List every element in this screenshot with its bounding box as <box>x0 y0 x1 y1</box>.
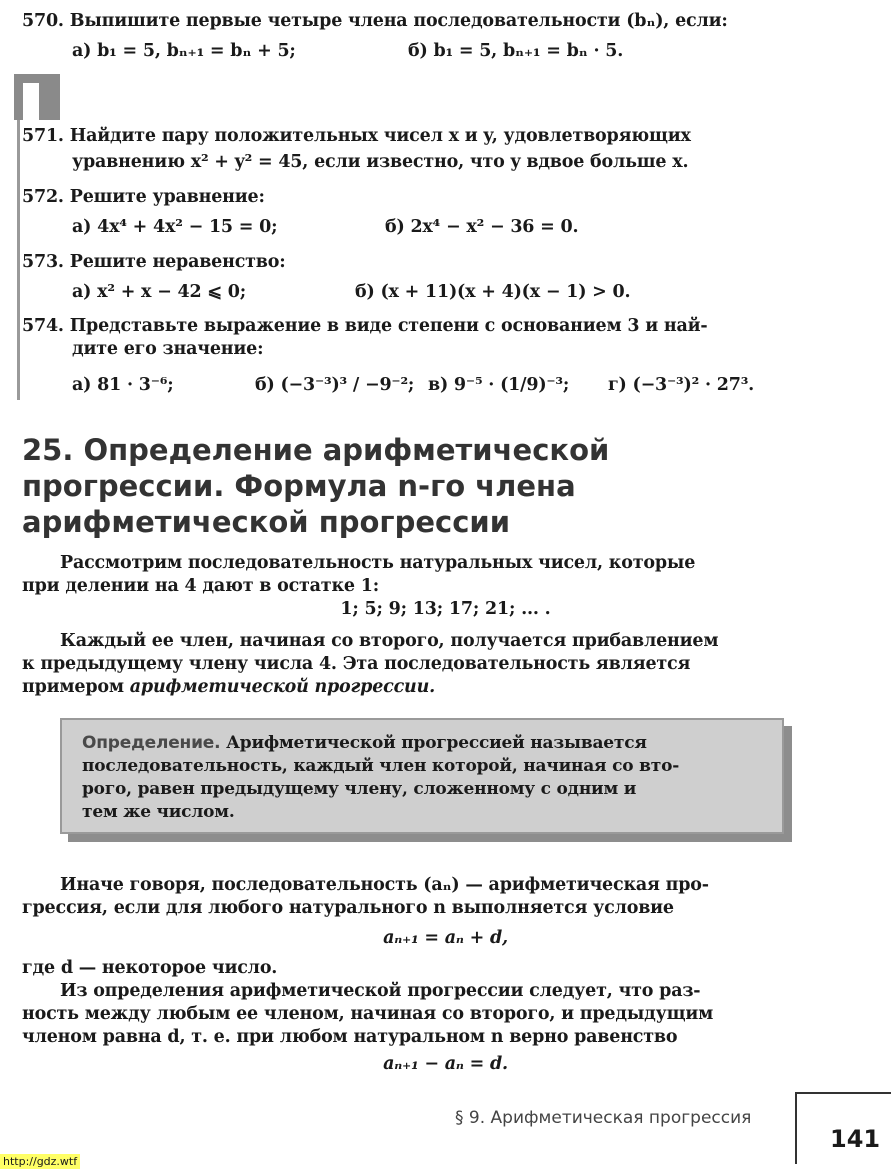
exercise-text: Представьте выражение в виде степени с основанием 3 и най- <box>69 316 708 336</box>
exercise-572-part-b: б) 2x⁴ − x² − 36 = 0. <box>385 217 579 237</box>
page-number: 141 <box>830 1125 881 1153</box>
definition-label: Определение. <box>82 733 221 753</box>
exercise-number: 571. <box>22 126 64 146</box>
exercise-571 <box>22 125 691 147</box>
exercise-573 <box>22 251 286 273</box>
paragraph-line: к предыдущему члену числа 4. Эта последовательность является <box>22 654 691 674</box>
definition-line: тем же числом. <box>82 802 235 822</box>
paragraph-line <box>22 676 435 698</box>
paragraph-line: Каждый ее член, начиная со второго, получается прибавлением <box>60 631 719 651</box>
exercise-573-part-a: а) x² + x − 42 ⩽ 0; <box>72 282 246 302</box>
advanced-level-marker-icon <box>14 74 60 120</box>
definition-text: Арифметической прогрессией называется <box>220 733 647 753</box>
definition-line: последовательность, каждый член которой, начиная со вто- <box>82 756 680 776</box>
watermark-link[interactable]: http://gdz.wtf <box>0 1154 80 1169</box>
exercise-number: 570. <box>22 11 64 31</box>
paragraph-line: при делении на 4 дают в остатке 1: <box>22 576 379 596</box>
exercise-number: 574. <box>22 316 64 336</box>
paragraph-line: Иначе говоря, последовательность (aₙ) — арифметическая про- <box>60 875 709 895</box>
paragraph-text: примером <box>22 677 130 697</box>
sequence-example: 1; 5; 9; 13; 17; 21; ... . <box>340 599 551 619</box>
paragraph-line: Из определения арифметической прогрессии следует, что раз- <box>60 981 701 1001</box>
formula-difference: aₙ₊₁ − aₙ = d. <box>383 1054 508 1074</box>
paragraph-line: Рассмотрим последовательность натуральных чисел, которые <box>60 553 696 573</box>
exercise-574-part-a: а) 81 · 3⁻⁶; <box>72 375 174 395</box>
exercise-570-part-a: а) b₁ = 5, bₙ₊₁ = bₙ + 5; <box>72 41 296 61</box>
paragraph-line: ность между любым ее членом, начиная со второго, и предыдущим <box>22 1004 714 1024</box>
exercise-text: Решите неравенство: <box>69 252 286 272</box>
section-title-line-2: прогрессии. Формула n-го члена <box>22 469 576 503</box>
exercise-571-line2: уравнению x² + y² = 45, если известно, что y вдвое больше x. <box>72 152 689 172</box>
chapter-footer: § 9. Арифметическая прогрессия <box>455 1108 752 1128</box>
exercise-572 <box>22 186 265 208</box>
section-title-line-3: арифметической прогрессии <box>22 505 511 539</box>
exercise-text: Выпишите первые четыре члена последовательности (bₙ), если: <box>69 11 728 31</box>
definition-line: рого, равен предыдущему члену, сложенному с одним и <box>82 779 637 799</box>
section-title-line-1: 25. Определение арифметической <box>22 433 610 467</box>
exercise-number: 572. <box>22 187 64 207</box>
paragraph-line: членом равна d, т. е. при любом натуральном n верно равенство <box>22 1027 678 1047</box>
exercise-number: 573. <box>22 252 64 272</box>
exercise-574-part-v: в) 9⁻⁵ · (1/9)⁻³; <box>428 375 570 395</box>
formula-recurrence: aₙ₊₁ = aₙ + d, <box>383 928 508 948</box>
exercise-572-part-a: а) 4x⁴ + 4x² − 15 = 0; <box>72 217 278 237</box>
definition-line <box>82 732 647 754</box>
emphasized-term: арифметической прогрессии. <box>129 677 435 697</box>
paragraph-line: грессия, если для любого натурального n выполняется условие <box>22 898 674 918</box>
exercise-574-line2: дите его значение: <box>72 339 264 359</box>
paragraph-line: где d — некоторое число. <box>22 958 278 978</box>
definition-box <box>60 718 784 834</box>
exercise-570 <box>22 10 728 32</box>
exercise-570-part-b: б) b₁ = 5, bₙ₊₁ = bₙ · 5. <box>408 41 624 61</box>
exercise-574-part-g: г) (−3⁻³)² · 27³. <box>608 375 755 395</box>
exercise-573-part-b: б) (x + 11)(x + 4)(x − 1) > 0. <box>355 282 631 302</box>
margin-bar <box>17 120 20 400</box>
exercise-574-part-b: б) (−3⁻³)³ / −9⁻²; <box>255 375 415 395</box>
exercise-text: Решите уравнение: <box>69 187 265 207</box>
exercise-text: Найдите пару положительных чисел x и y, удовлетворяющих <box>69 126 691 146</box>
exercise-574 <box>22 315 707 337</box>
